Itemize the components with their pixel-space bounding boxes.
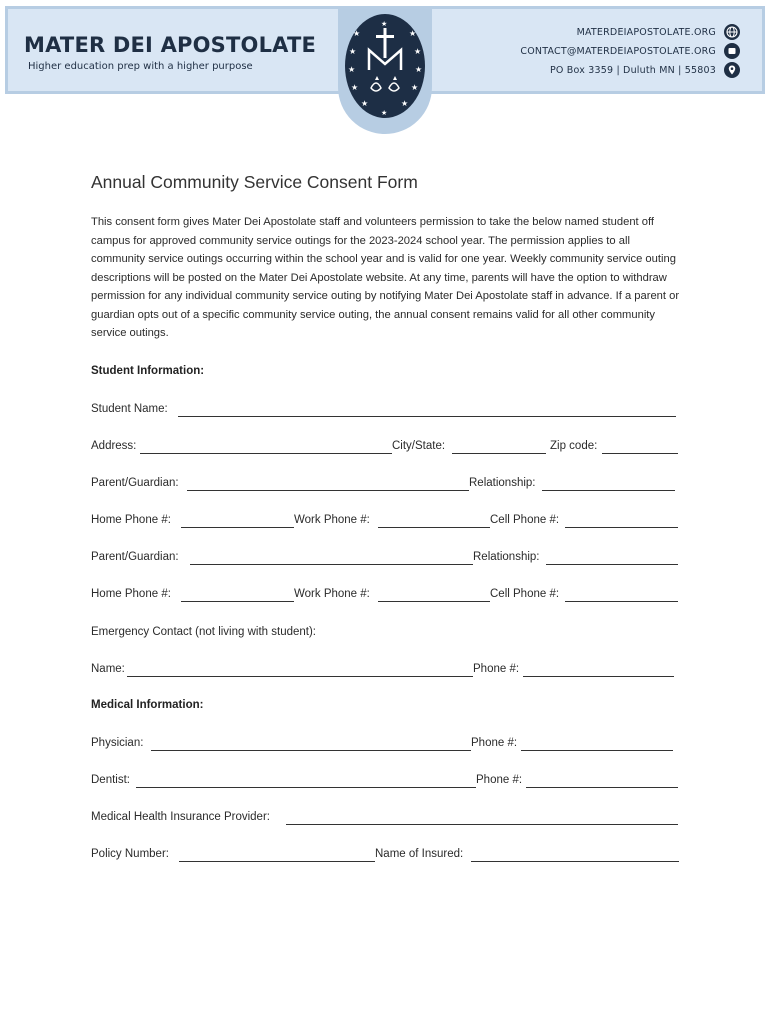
physician-phone-field[interactable] — [521, 750, 673, 751]
form-title: Annual Community Service Consent Form — [91, 172, 418, 192]
physician-field[interactable] — [151, 750, 471, 751]
parent1-label: Parent/Guardian: — [91, 477, 179, 489]
home-phone2-field[interactable] — [181, 601, 294, 602]
home-phone2-label: Home Phone #: — [91, 588, 171, 600]
svg-text:★: ★ — [348, 65, 356, 74]
emergency-phone-label: Phone #: — [473, 663, 520, 675]
cell-phone2-label: Cell Phone #: — [490, 588, 560, 600]
insured-name-field[interactable] — [471, 861, 679, 862]
svg-text:★: ★ — [351, 83, 359, 92]
org-name: MATER DEI APOSTOLATE — [24, 33, 317, 57]
svg-text:★: ★ — [415, 65, 423, 74]
svg-text:★: ★ — [349, 47, 357, 56]
emergency-heading: Emergency Contact (not living with student): — [91, 626, 316, 638]
svg-text:★: ★ — [409, 29, 417, 38]
address-label: Address: — [91, 440, 137, 452]
mail-icon — [724, 43, 740, 59]
physician-phone-label: Phone #: — [471, 737, 518, 749]
svg-text:★: ★ — [414, 47, 422, 56]
svg-text:★: ★ — [411, 83, 419, 92]
emergency-name-field[interactable] — [127, 676, 473, 677]
city-state-field[interactable] — [452, 453, 546, 454]
dentist-label: Dentist: — [91, 774, 130, 786]
cell-phone1-field[interactable] — [565, 527, 678, 528]
relationship2-label: Relationship: — [473, 551, 540, 563]
svg-text:★: ★ — [353, 29, 361, 38]
parent1-field[interactable] — [187, 490, 469, 491]
student-name-field[interactable] — [178, 416, 676, 417]
work-phone2-field[interactable] — [378, 601, 490, 602]
student-section-heading: Student Information: — [91, 365, 205, 377]
insurance-label: Medical Health Insurance Provider: — [91, 811, 270, 823]
svg-text:★: ★ — [361, 99, 369, 108]
relationship1-label: Relationship: — [469, 477, 536, 489]
work-phone1-field[interactable] — [378, 527, 490, 528]
dentist-phone-field[interactable] — [526, 787, 678, 788]
relationship2-field[interactable] — [546, 564, 678, 565]
dentist-field[interactable] — [136, 787, 476, 788]
seal-logo — [345, 14, 425, 118]
address-field[interactable] — [140, 453, 392, 454]
work-phone1-label: Work Phone #: — [294, 514, 370, 526]
address-text: PO Box 3359 | Duluth MN | 55803 — [549, 65, 716, 76]
svg-text:★: ★ — [381, 109, 388, 117]
parent2-field[interactable] — [190, 564, 473, 565]
email-text: CONTACT@MATERDEIAPOSTOLATE.ORG — [520, 46, 716, 57]
tagline: Higher education prep with a higher purpose — [28, 61, 253, 72]
cell-phone1-label: Cell Phone #: — [490, 514, 560, 526]
insured-name-label: Name of Insured: — [375, 848, 464, 860]
parent2-label: Parent/Guardian: — [91, 551, 179, 563]
relationship1-field[interactable] — [542, 490, 675, 491]
emergency-name-label: Name: — [91, 663, 125, 675]
policy-field[interactable] — [179, 861, 375, 862]
website-text: MATERDEIAPOSTOLATE.ORG — [576, 27, 716, 38]
emergency-phone-field[interactable] — [523, 676, 674, 677]
work-phone2-label: Work Phone #: — [294, 588, 370, 600]
cell-phone2-field[interactable] — [565, 601, 678, 602]
zip-label: Zip code: — [550, 440, 598, 452]
zip-field[interactable] — [602, 453, 678, 454]
city-state-label: City/State: — [392, 440, 446, 452]
home-phone1-field[interactable] — [181, 527, 294, 528]
intro-paragraph: This consent form gives Mater Dei Apostolate staff and volunteers permission to take the below named student off campus for approved community service outings for the 2023-2024 school year. The permission applies to all community service outings occurring within the school year and is valid for one year. Weekly community service outing descriptions will be posted on the Mater Dei Apostolate website. At any time, parents will have the option to withdraw permission for any individual community service outing by notifying Mater Dei Apostolate staff in advance. If a parent or guardian opts out of a specific community service outing, the annual consent remains valid for all other community service outings. — [91, 216, 680, 339]
globe-icon — [724, 24, 740, 40]
policy-label: Policy Number: — [91, 848, 169, 860]
svg-text:★: ★ — [381, 20, 388, 28]
dentist-phone-label: Phone #: — [476, 774, 523, 786]
student-name-label: Student Name: — [91, 403, 168, 415]
insurance-field[interactable] — [286, 824, 678, 825]
home-phone1-label: Home Phone #: — [91, 514, 171, 526]
location-pin-icon — [724, 62, 740, 78]
medical-section-heading: Medical Information: — [91, 699, 204, 711]
physician-label: Physician: — [91, 737, 144, 749]
svg-text:★: ★ — [401, 99, 409, 108]
